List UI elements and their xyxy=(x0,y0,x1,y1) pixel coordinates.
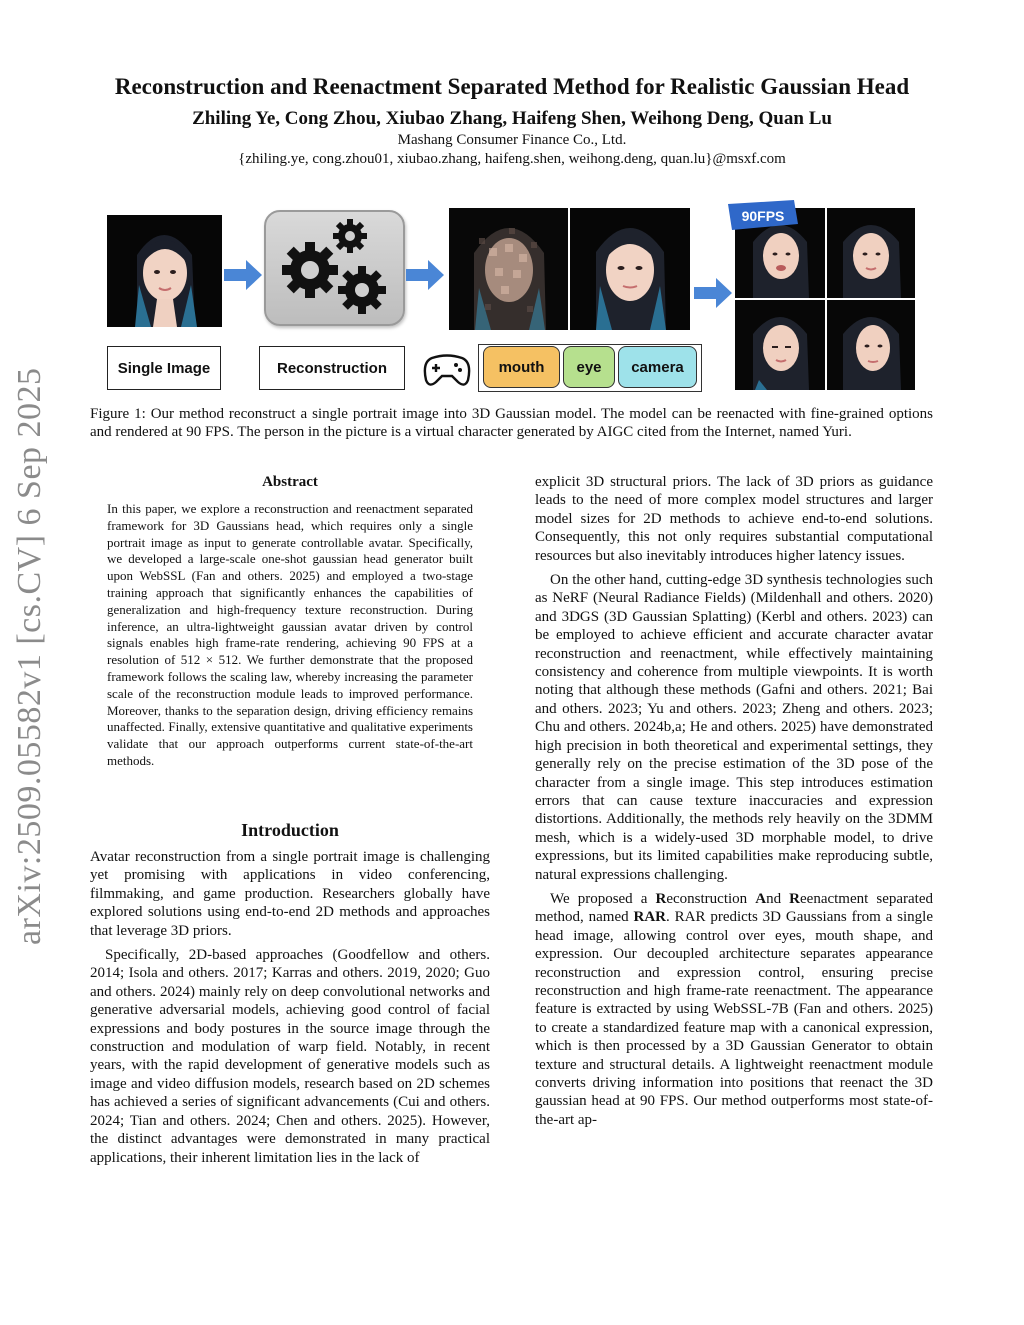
chip-mouth: mouth xyxy=(483,346,560,388)
input-portrait-image xyxy=(107,215,222,327)
intro-paragraph: Specifically, 2D-based approaches (Goodfellow and others. 2014; Isola and others. 2017; Karras and others. 2019, 2020; Guo and others. 2024) mainly rely on deep convolutional networks and generative adversarial models, achieving good control of facial expressions and body postures in the source image through the construction and modulation of warp field. Notably, in recent years, with the rapid development of generative models such as image and video diffusion models, research based on 2D schemes has achieved a series of significant advancements (Cui and others. 2024; Tian and others. 2024; Chen and others. 2025). However, the distinct advantages were demonstrated in many practical applications, their inherent limitation lies in the lack of xyxy=(90,947,490,1166)
text-run: econstruction xyxy=(666,890,756,907)
gamepad-icon xyxy=(422,350,472,390)
author-list: Zhiling Ye, Cong Zhou, Xiubao Zhang, Haifeng Shen, Weihong Deng, Quan Lu xyxy=(192,108,832,129)
text-run: nd xyxy=(766,890,790,907)
arxiv-stamp: arXiv:2509.05582v1 [cs.CV] 6 Sep 2025 xyxy=(11,367,48,945)
affiliation: Mashang Consumer Finance Co., Ltd. xyxy=(397,132,627,148)
chip-camera: camera xyxy=(618,346,697,388)
bold-run: A xyxy=(755,890,767,907)
body-paragraph: explicit 3D structural priors. The lack of 3D priors as guidance leads to the need of more complex model structures and larger model sizes for 2D methods to achieve end-to-end solutions. Consequently, this not only requires substantial computational resources but also inevitably introduces higher latency issues. xyxy=(535,474,933,564)
bold-run: R xyxy=(655,890,667,907)
text-run: eenactment separated method, named xyxy=(535,890,933,926)
gaussian-points-image xyxy=(449,208,568,330)
reenacted-image xyxy=(827,300,915,390)
reenacted-image xyxy=(827,208,915,298)
flow-arrow-icon xyxy=(694,278,732,308)
reenacted-image xyxy=(735,300,825,390)
abstract-heading: Abstract xyxy=(262,474,318,490)
reconstruction-label: Reconstruction xyxy=(259,346,405,390)
figure-1 xyxy=(100,200,922,396)
intro-paragraph: Avatar reconstruction from a single portrait image is challenging yet promising with applications in video conferencing, filmmaking, and game production. Researchers globally have explored solutions using end-to-end 2D methods and approaches that leverage 3D priors. xyxy=(90,849,490,939)
body-paragraph xyxy=(535,890,933,1129)
reconstructed-portrait-image xyxy=(570,208,690,330)
bold-run: R xyxy=(789,890,800,907)
body-paragraph: On the other hand, cutting-edge 3D synthesis technologies such as NeRF (Neural Radiance Fields) (Mildenhall and others. 2020) and 3DGS (3D Gaussian Splatting) (Kerbl and others. 2023) can be employed to achieve efficient and accurate character avatar reconstruction and reenactment, while effectively maintaining consistency and coherence from multiple viewpoints. It is worth noting that although these methods (Gafni and others. 2021; Bai and others. 2023; Yu and others. 2023; Zheng and others. 2023; Chu and others. 2024b,a; He and others. 2025) have demonstrated high precision in both theoretical and experimental settings, they generally rely on the precise estimation of the 3D pose of the character from a single image. This step introduces estimation errors that can cause texture inaccuracies and expression distortions. Additionally, the methods rely heavily on the 3DMM mesh, which is a widely-used 3D morphable model, to drive expressions, but its limited capabilities make reproducing subtle, natural expressions challenging. xyxy=(535,572,933,883)
single-image-label: Single Image xyxy=(107,346,221,390)
text-run: . RAR predicts 3D Gaussians from a single head image, allowing control over eyes, mouth shape, and expression. Our decoupled architecture separates appearance reconstruction and expression control, ensuring precise reconstruction and high frame-rate reenactment. The appearance feature is extracted by using WebSSL-7B (Fan and others. 2025) to create a standardized feature map with a canonical expression, which is then processed by a 3D Gaussian Generator to obtain texture and structural details. A lightweight reenactment module converts driving information into positions that reenact the 3D gaussian head at 90 FPS. Our method outperforms most state-of-the-art ap- xyxy=(535,909,933,1128)
introduction-heading: Introduction xyxy=(241,820,339,840)
gears-icon xyxy=(266,212,403,324)
flow-arrow-icon xyxy=(224,260,262,290)
figure-caption: Figure 1: Our method reconstruct a single portrait image into 3D Gaussian model. The model can be reenacted with fine-grained options and rendered at 90 FPS. The person in the picture is a virtual character generated by AIGC cited from the Internet, named Yuri. xyxy=(90,406,933,440)
author-emails: {zhiling.ye, cong.zhou01, xiubao.zhang, haifeng.shen, weihong.deng, quan.lu}@msxf.com xyxy=(238,151,786,167)
text-run: We proposed a xyxy=(550,890,656,907)
flow-arrow-icon xyxy=(406,260,444,290)
fps-badge xyxy=(728,200,798,230)
abstract-text: In this paper, we explore a reconstruction and reenactment separated framework for 3D Gaussians head, which requires only a single portrait image as input to generate controllable avatar. Specifically, we developed a large-scale one-shot gaussian head generator built upon WebSSL (Fan and others. 2025) and employed a two-stage training approach that significantly enhances the capabilities of generalization and high-frequency texture reconstruction. During inference, an ultra-lightweight gaussian avatar driven by control signals enables high frame-rate rendering, achieving 90 FPS at a resolution of 512 × 512. We further demonstrate that the proposed framework follows the scaling law, whereby increasing the parameter scale of the reconstruction module leads to improved performance. Moreover, thanks to the separation design, driving efficiency remains unaffected. Finally, extensive quantitative and qualitative experiments validate that our approach outperforms current state-of-the-art methods. xyxy=(107,501,473,768)
fps-badge-text: 90FPS xyxy=(741,208,785,224)
paper-title: Reconstruction and Reenactment Separated Method for Realistic Gaussian Head xyxy=(114,74,910,99)
method-name: RAR xyxy=(633,909,666,926)
reconstruction-module xyxy=(264,210,405,326)
left-column xyxy=(90,848,490,1173)
chip-eye: eye xyxy=(563,346,615,388)
right-column xyxy=(535,473,933,1135)
